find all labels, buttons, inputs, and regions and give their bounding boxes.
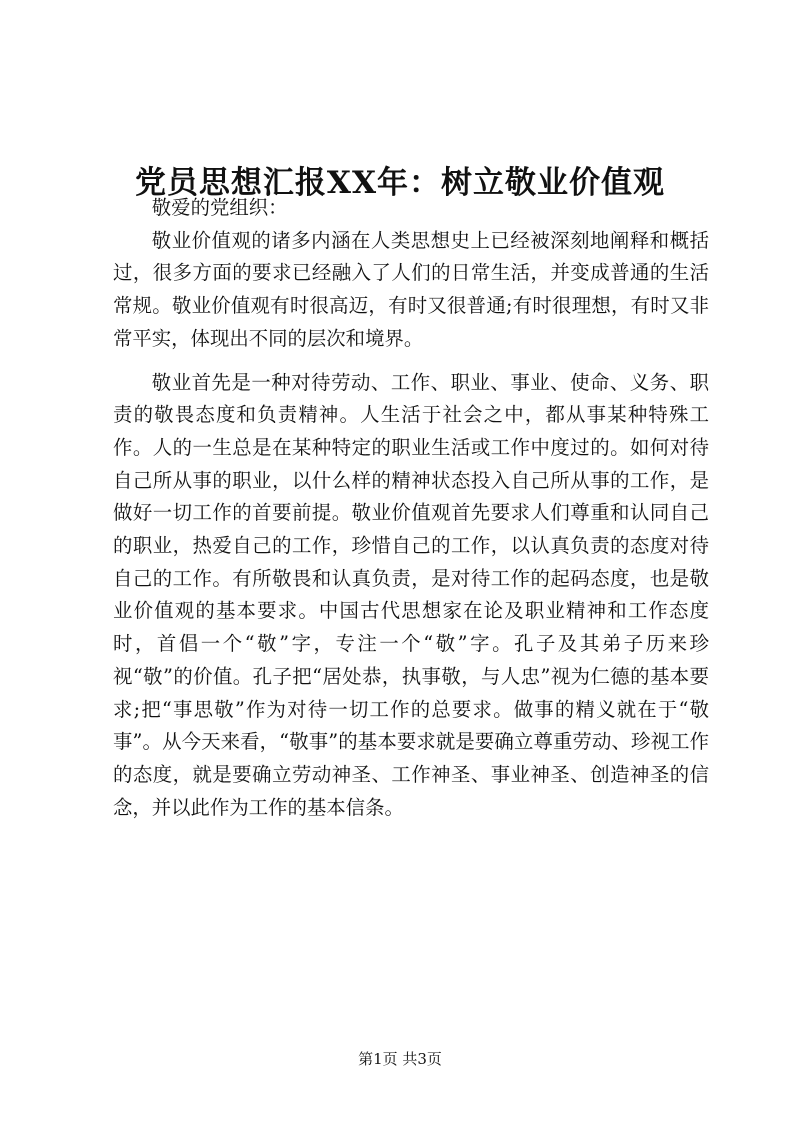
document-body [113,192,709,824]
paragraph-1: 敬业价值观的诸多内涵在人类思想史上已经被深刻地阐释和概括过，很多方面的要求已经融入了人们的日常生活，并变成普通的生活常规。敬业价值观有时很高迈，有时又很普通;有时很理想，有时又非常平实，体现出不同的层次和境界。 [113,228,709,350]
page-footer: 第1页 共3页 [358,1050,442,1068]
document-title: 党员思想汇报XX年：树立敬业价值观 [134,164,666,201]
paragraph-2: 敬业首先是一种对待劳动、工作、职业、事业、使命、义务、职责的敬畏态度和负责精神。人生活于社会之中，都从事某种特殊工作。人的一生总是在某种特定的职业生活或工作中度过的。如何对待自己所从事的职业，以什么样的精神状态投入自己所从事的工作，是做好一切工作的首要前提。敬业价值观首先要求人们尊重和认同自己的职业，热爱自己的工作，珍惜自己的工作，以认真负责的态度对待自己的工作。有所敬畏和认真负责，是对待工作的起码态度，也是敬业价值观的基本要求。中国古代思想家在论及职业精神和工作态度时，首倡一个“敬”字，专注一个“敬”字。孔子及其弟子历来珍视“敬”的价值。孔子把“居处恭，执事敬，与人忠”视为仁德的基本要求;把“事思敬”作为对待一切工作的总要求。做事的精义就在于“敬事”。从今天来看，“敬事”的基本要求就是要确立尊重劳动、珍视工作的态度，就是要确立劳动神圣、工作神圣、事业神圣、创造神圣的信念，并以此作为工作的基本信条。 [113,370,709,819]
greeting-line: 敬爱的党组织： [151,196,288,219]
